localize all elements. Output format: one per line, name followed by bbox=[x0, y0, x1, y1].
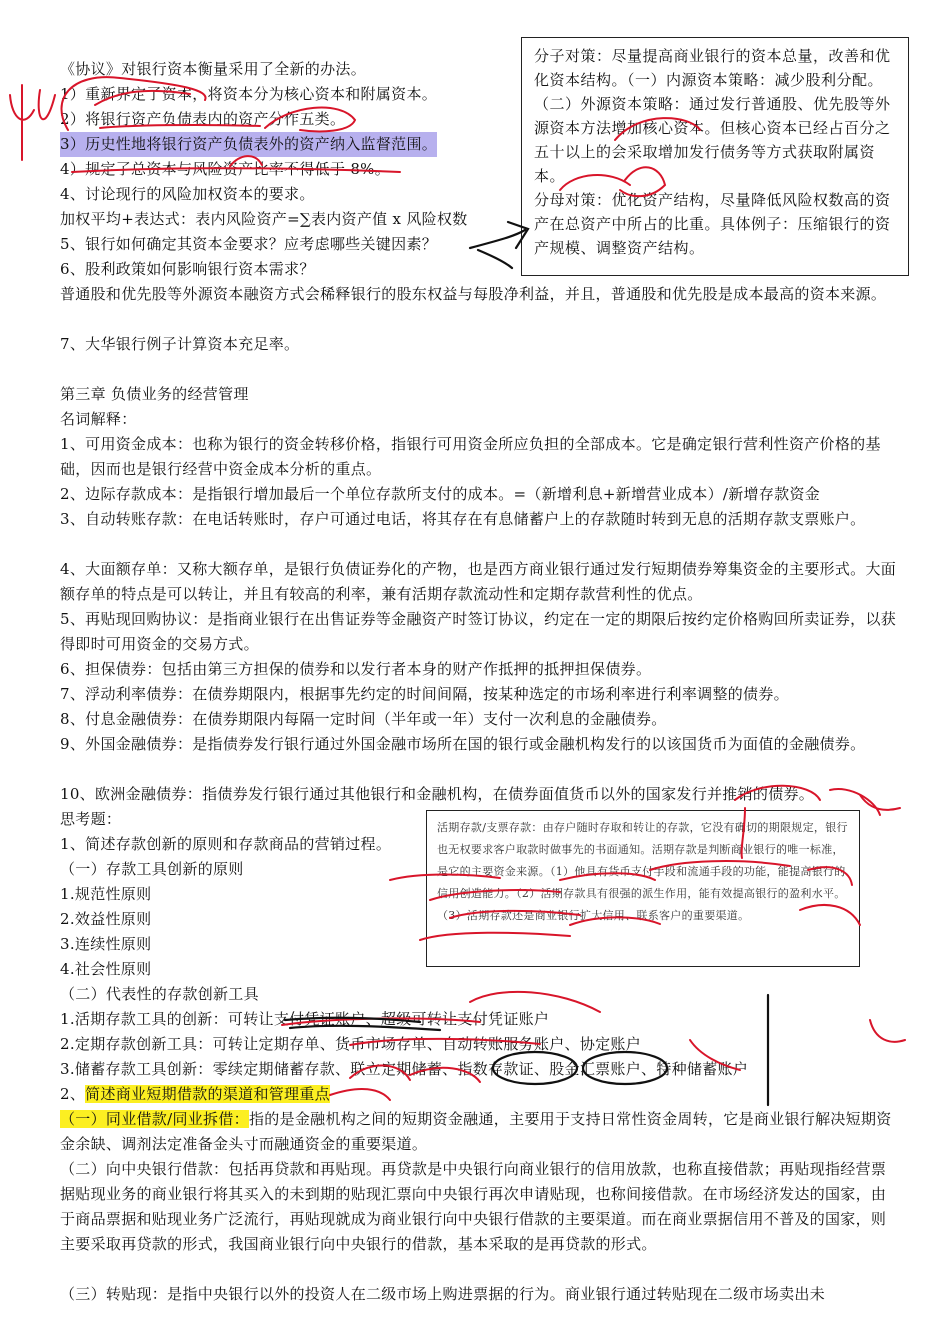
principles-subheading: （一）存款工具创新的原则 bbox=[60, 860, 244, 878]
capital-strategy-box bbox=[521, 37, 909, 276]
term-8: 8、付息金融债券：在债券期限内每隔一定时间（半年或一年）支付一次利息的金融债券。 bbox=[60, 710, 667, 728]
interbank-borrowing bbox=[60, 1107, 900, 1157]
term-2: 2、边际存款成本：是指银行增加最后一个单位存款所支付的成本。=（新增利息+新增营业成本）/新增存款资金 bbox=[60, 485, 821, 503]
protocol-point-3-highlighted: 3）历史性地将银行资产负债表外的资产纳入监督范围。 bbox=[60, 132, 437, 157]
term-5: 5、再贴现回购协议：是指商业银行在出售证券等金融资产时签订协议，约定在一定的期限后按约定价格购回所卖证券，以获得即时可用资金的交易方式。 bbox=[60, 610, 897, 653]
interbank-label-highlighted: （一）同业借款/同业拆借： bbox=[60, 1110, 249, 1128]
term-6: 6、担保债券：包括由第三方担保的债券和以发行者本身的财产作抵押的抵押担保债券。 bbox=[60, 660, 652, 678]
protocol-point-2: 2）将银行资产负债表内的资产分作五类。 bbox=[60, 110, 346, 128]
demand-deposit-box bbox=[426, 810, 860, 967]
question-7: 7、大华银行例子计算资本充足率。 bbox=[60, 335, 300, 353]
thinking-q2-highlighted: 简述商业短期借款的渠道和管理重点 bbox=[85, 1085, 330, 1103]
thinking-q1: 1、简述存款创新的原则和存款商品的营销过程。 bbox=[60, 835, 392, 853]
rediscount: （三）转贴现：是指中央银行以外的投资人在二级市场上购进票据的行为。商业银行通过转贴现在二级市场卖出未 bbox=[60, 1285, 826, 1303]
principle-4: 4.社会性原则 bbox=[60, 960, 152, 978]
protocol-point-4: 4）规定了总资本与风险资产比率不得低于 8%。 bbox=[60, 160, 391, 178]
tool-demand: 1.活期存款工具的创新：可转让支付凭证账户、超级可转让支付凭证账户 bbox=[60, 1010, 550, 1028]
denominator-strategy: 分母对策：优化资产结构，尽量降低风险权数高的资产在总资产中所占的比重。具体例子：压缩银行的资产规模、调整资产结构。 bbox=[534, 191, 891, 257]
question-5: 5、银行如何确定其资本金要求？应考虑哪些关键因素？ bbox=[60, 235, 438, 253]
question-6: 6、股利政策如何影响银行资本需求？ bbox=[60, 260, 315, 278]
chapter-title: 第三章 负债业务的经营管理 bbox=[60, 385, 249, 403]
thinking-heading: 思考题： bbox=[60, 810, 122, 828]
weighted-formula: 加权平均+表达式：表内风险资产=∑表内资产值 x 风险权数 bbox=[60, 210, 468, 228]
question-4: 4、讨论现行的风险加权资本的要求。 bbox=[60, 185, 315, 203]
principle-1: 1.规范性原则 bbox=[60, 885, 152, 903]
term-7: 7、浮动利率债券：在债券期限内，根据事先约定的时间间隔，按某种选定的市场利率进行利率调整的债券。 bbox=[60, 685, 789, 703]
principle-3: 3.连续性原则 bbox=[60, 935, 152, 953]
terms-heading: 名词解释： bbox=[60, 410, 137, 428]
numerator-strategy: 分子对策：尽量提高商业银行的资本总量，改善和优化资本结构。（一）内源资本策略：减少股利分配。（二）外源资本策略：通过发行普通股、优先股等外源资本方法增加核心资本。但核心资本已经占百分之五十以上的会采取增加发行债务等方式获取附属资本。 bbox=[534, 47, 891, 185]
thinking-q2-number: 2、 bbox=[60, 1085, 86, 1103]
demand-deposit-text: 活期存款/支票存款：由存户随时存取和转让的存款，它没有确切的期限规定，银行也无权要求客户取款时做事先的书面通知。活期存款是判断商业银行的唯一标准，是它的主要资金来源。（1）他具有货币支付手段和流通手段的功能，能提高银行的信用创造能力。（2）活期存款具有很强的派生作用，能有效提高银行的盈利水平。（3）活期存款还是商业银行扩大信用、联系客户的重要渠道。 bbox=[437, 821, 848, 922]
central-bank-borrowing: （二）向中央银行借款：包括再贷款和再贴现。再贷款是中央银行向商业银行的信用放款，也称直接借款；再贴现指经营票据贴现业务的商业银行将其买入的未到期的贴现汇票向中央银行再次申请贴现，也称间接借款。在市场经济发达的国家，由于商品票据和贴现业务广泛流行，再贴现就成为商业银行向中央银行借款的主要渠道。而在商业票据信用不普及的国家，则主要采取再贷款的形式，我国商业银行向中央银行的借款，基本采取的是再贷款的形式。 bbox=[60, 1160, 887, 1253]
tool-savings: 3.储蓄存款工具创新：零续定期储蓄存款、联立定期储蓄、指数存款证、股金汇票账户、特种储蓄账户 bbox=[60, 1060, 749, 1078]
term-1: 1、可用资金成本：也称为银行的资金转移价格，指银行可用资金所应负担的全部成本。它是确定银行营利性资产价格的基础，因而也是银行经营中资金成本分析的重点。 bbox=[60, 435, 881, 478]
term-10: 10、欧洲金融债券：指债券发行银行通过其他银行和金融机构，在债券面值货币以外的国家发行并推销的债券。 bbox=[60, 785, 815, 803]
tool-time: 2.定期存款创新工具：可转让定期存单、货币市场存单、自动转账服务账户、协定账户 bbox=[60, 1035, 642, 1053]
thinking-q2 bbox=[60, 1082, 330, 1107]
term-9: 9、外国金融债券：是指债券发行银行通过外国金融市场所在国的银行或金融机构发行的以该国货币为面值的金融债券。 bbox=[60, 735, 866, 753]
term-3: 3、自动转账存款：在电话转账时，存户可通过电话，将其存在有息储蓄户上的存款随时转到无息的活期存款支票账户。 bbox=[60, 510, 866, 528]
protocol-intro: 《协议》对银行资本衡量采用了全新的办法。 bbox=[60, 60, 367, 78]
protocol-point-1: 1）重新界定了资本，将资本分为核心资本和附属资本。 bbox=[60, 85, 438, 103]
tools-subheading: （二）代表性的存款创新工具 bbox=[60, 985, 259, 1003]
term-4: 4、大面额存单：又称大额存单，是银行负债证券化的产物，也是西方商业银行通过发行短期债券筹集资金的主要形式。大面额存单的特点是可以转让，并且有较高的利率，兼有活期存款流动性和定期存款营利性的优点。 bbox=[60, 560, 897, 603]
dividend-answer: 普通股和优先股等外源资本融资方式会稀释银行的股东权益与每股净利益，并且，普通股和优先股是成本最高的资本来源。 bbox=[60, 285, 887, 303]
principle-2: 2.效益性原则 bbox=[60, 910, 152, 928]
interbank-description: 指的是金融机构之间的短期资金融通，主要用于支持日常性资金周转，它是商业银行解决短期资金余缺、调剂法定准备金头寸而融通资金的重要渠道。 bbox=[60, 1110, 892, 1153]
